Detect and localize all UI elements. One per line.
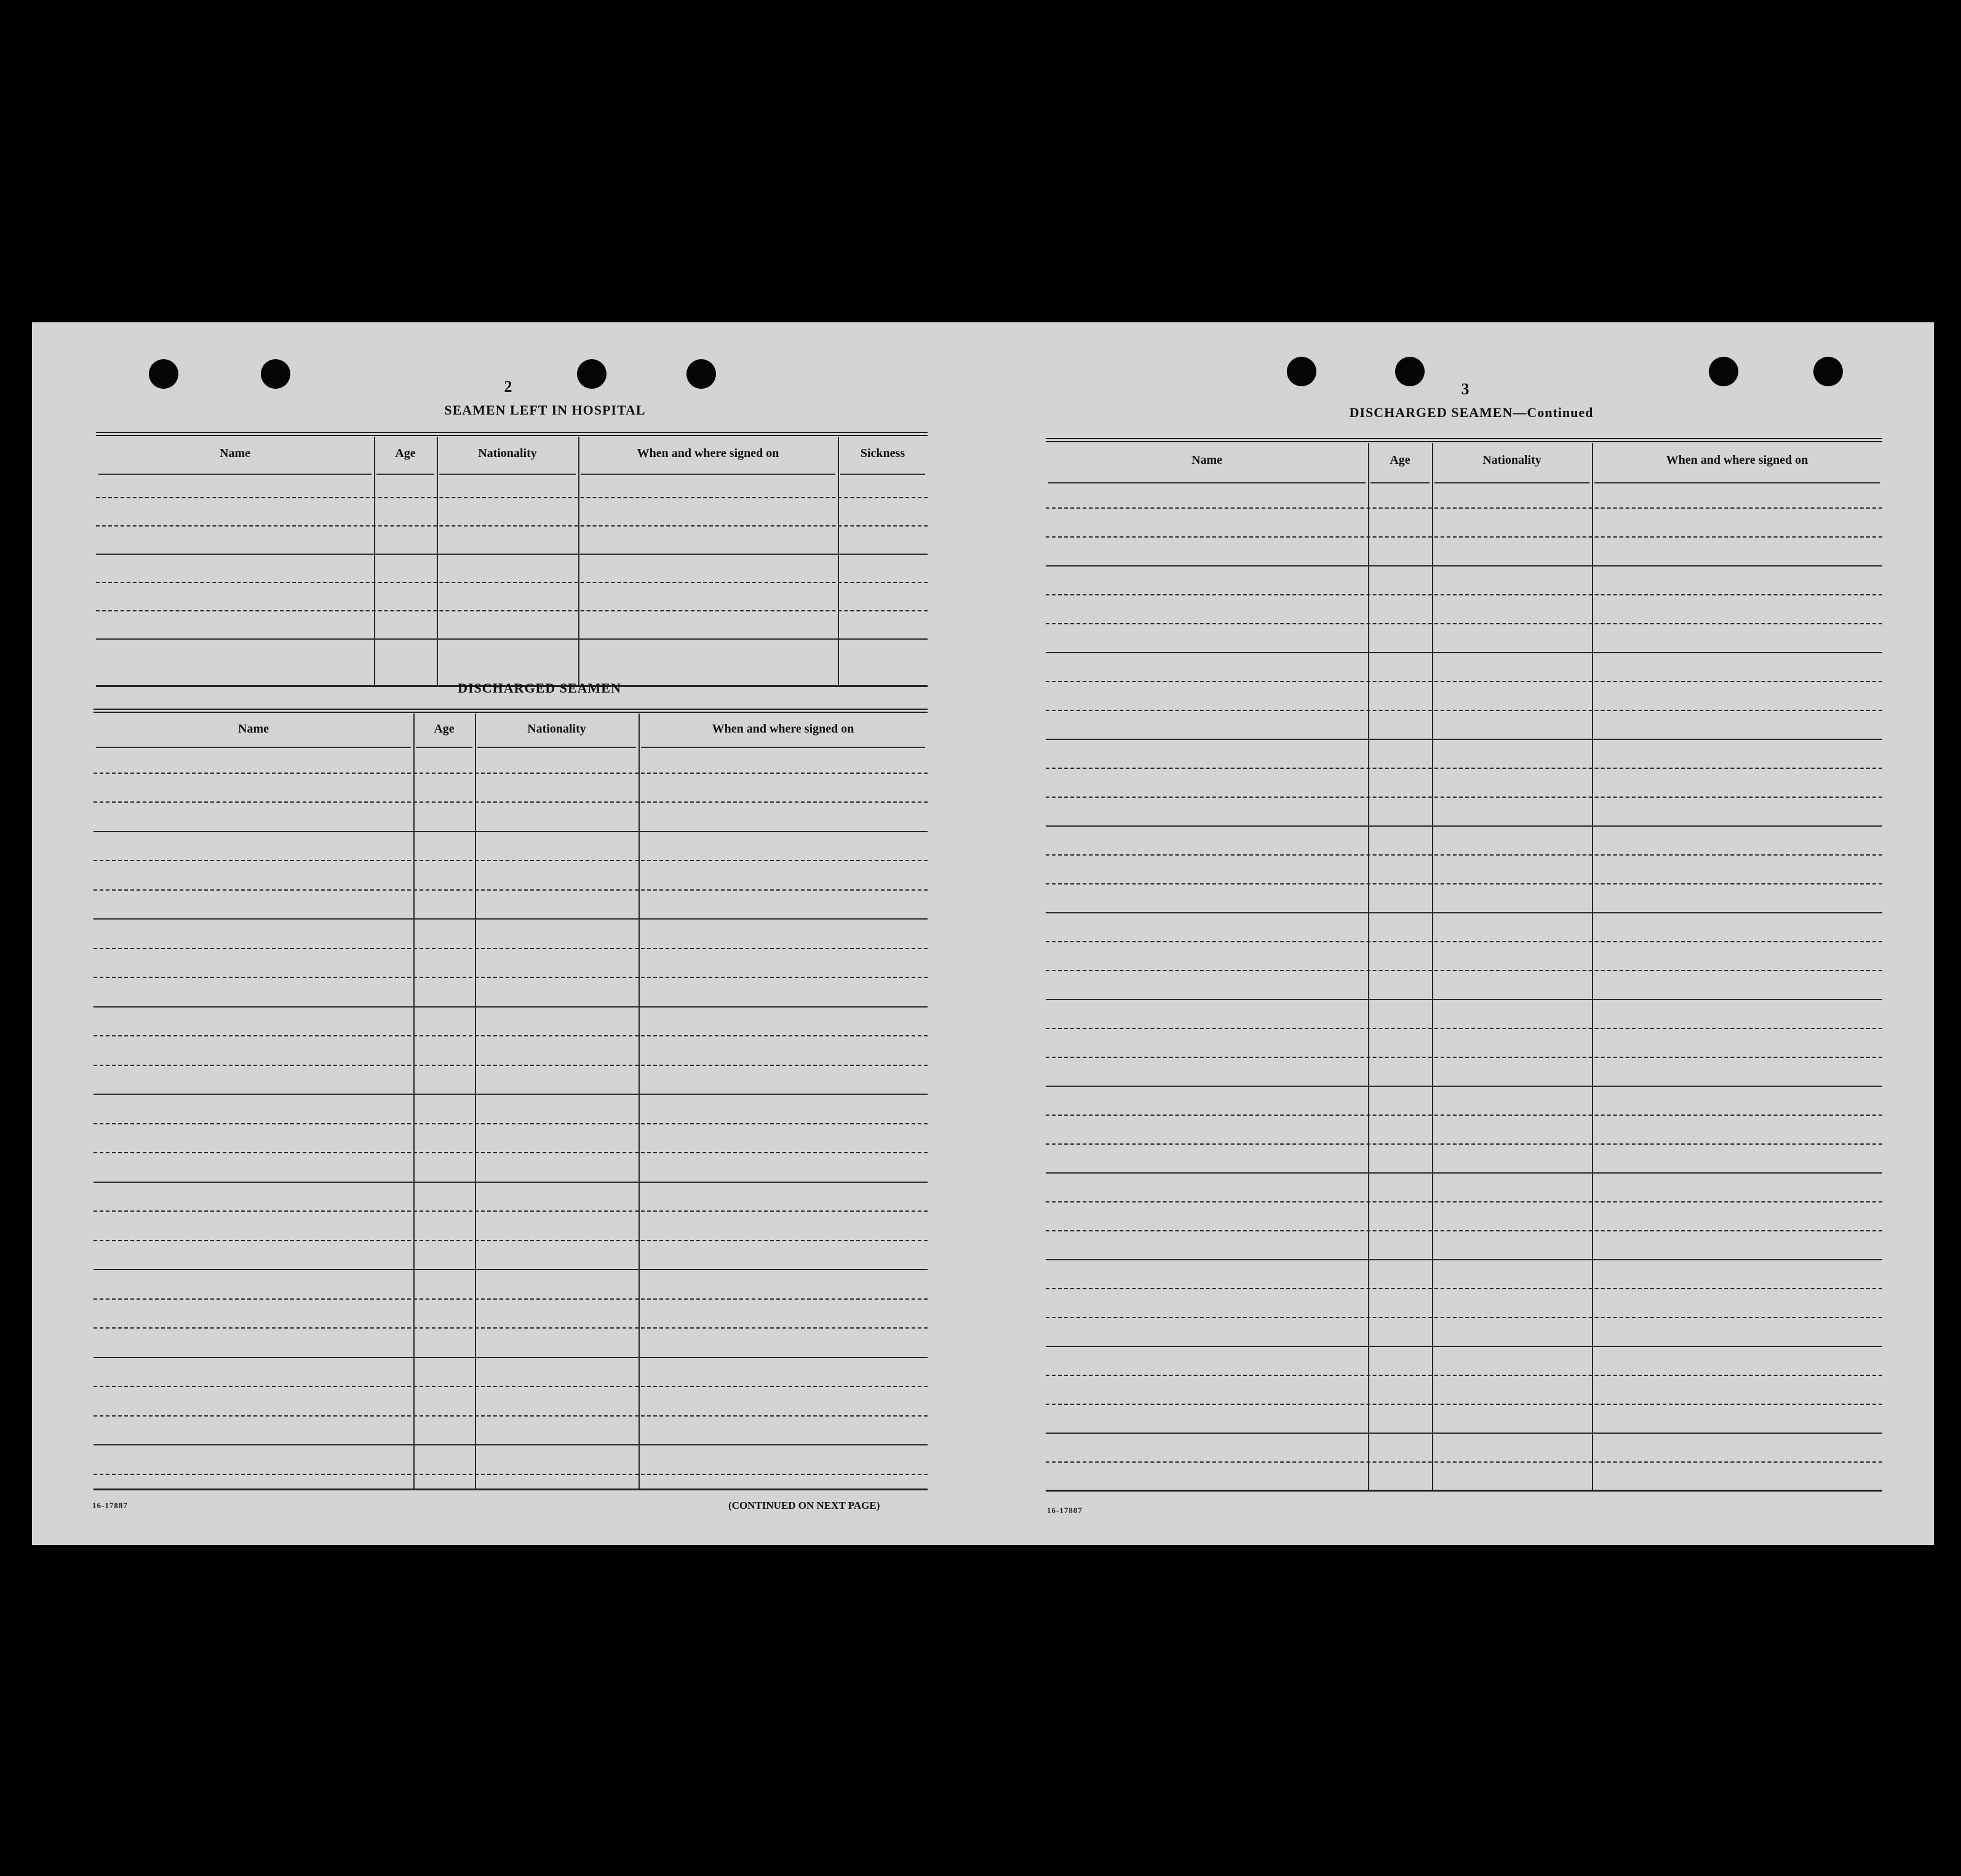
table-row[interactable] — [93, 1269, 928, 1270]
table-row[interactable] — [93, 1182, 928, 1183]
table-row[interactable] — [1046, 912, 1882, 913]
table-top-rule — [96, 432, 928, 436]
table-row[interactable] — [1046, 652, 1882, 653]
table-row[interactable] — [1046, 1143, 1882, 1145]
column-header-age: Age — [1390, 453, 1410, 467]
table-row[interactable] — [1046, 623, 1882, 624]
table-row[interactable] — [1046, 970, 1882, 971]
table-row[interactable] — [1046, 1288, 1882, 1289]
discharged-section-title: DISCHARGED SEAMEN — [458, 680, 621, 696]
table-row[interactable] — [1046, 565, 1882, 566]
table-row[interactable] — [1046, 1201, 1882, 1202]
table-row[interactable] — [1046, 768, 1882, 769]
table-row[interactable] — [1046, 854, 1882, 856]
column-divider — [1432, 443, 1433, 1491]
column-header-name: Name — [1191, 453, 1222, 467]
discharged-continued-table — [1046, 438, 1882, 1491]
column-divider — [475, 713, 476, 1490]
continued-section-title: DISCHARGED SEAMEN—Continued — [1349, 405, 1594, 420]
header-underline — [1370, 482, 1430, 483]
table-row[interactable] — [96, 582, 928, 583]
table-row[interactable] — [93, 1474, 928, 1475]
punch-hole — [577, 359, 607, 389]
table-row[interactable] — [1046, 1433, 1882, 1434]
column-header-nationality: Nationality — [527, 722, 586, 736]
page-number-left: 2 — [504, 378, 512, 395]
table-row[interactable] — [93, 977, 928, 978]
table-row[interactable] — [1046, 1317, 1882, 1318]
column-divider — [437, 437, 438, 686]
table-row[interactable] — [93, 1415, 928, 1417]
column-divider — [1592, 443, 1593, 1491]
table-row[interactable] — [93, 948, 928, 949]
column-divider — [838, 437, 839, 686]
header-underline — [1594, 482, 1880, 483]
table-row[interactable] — [1046, 739, 1882, 740]
header-underline — [439, 474, 576, 475]
table-row[interactable] — [1046, 941, 1882, 942]
header-underline — [1434, 482, 1589, 483]
table-row[interactable] — [93, 1210, 928, 1212]
column-header-name: Name — [220, 447, 250, 460]
document-sheet — [32, 322, 1934, 1545]
punch-hole — [686, 359, 716, 389]
header-underline — [840, 474, 925, 475]
column-divider — [413, 713, 415, 1490]
column-divider — [638, 713, 640, 1490]
table-bottom-rule — [1046, 1490, 1882, 1492]
table-row[interactable] — [1046, 999, 1882, 1000]
table-row[interactable] — [93, 1240, 928, 1241]
punch-hole — [1287, 357, 1316, 386]
table-row[interactable] — [1046, 1057, 1882, 1058]
form-number-left: 16-17887 — [92, 1501, 128, 1510]
column-header-nationality: Nationality — [1482, 453, 1541, 467]
table-row[interactable] — [93, 1035, 928, 1036]
header-underline — [96, 747, 411, 748]
punch-hole — [149, 359, 178, 389]
table-row[interactable] — [93, 1152, 928, 1153]
column-divider — [374, 437, 375, 686]
header-underline — [376, 474, 434, 475]
table-row[interactable] — [96, 610, 928, 611]
table-row[interactable] — [1046, 507, 1882, 509]
table-row[interactable] — [96, 638, 928, 640]
table-row[interactable] — [93, 1327, 928, 1329]
table-row[interactable] — [1046, 1028, 1882, 1029]
punch-hole — [1709, 357, 1738, 386]
header-underline — [581, 474, 835, 475]
continued-note: (CONTINUED ON NEXT PAGE) — [728, 1500, 880, 1511]
table-row[interactable] — [93, 860, 928, 861]
table-row[interactable] — [93, 1298, 928, 1300]
header-underline — [416, 747, 472, 748]
hospital-table — [96, 432, 928, 686]
punch-hole — [261, 359, 290, 389]
discharged-table — [93, 709, 928, 1490]
punch-hole — [1813, 357, 1843, 386]
table-row[interactable] — [1046, 1115, 1882, 1116]
column-header-nationality: Nationality — [478, 447, 537, 460]
table-row[interactable] — [1046, 1172, 1882, 1174]
table-row[interactable] — [1046, 1230, 1882, 1231]
table-row[interactable] — [93, 1386, 928, 1387]
table-top-rule — [93, 709, 928, 713]
table-row[interactable] — [1046, 797, 1882, 798]
table-row[interactable] — [1046, 1259, 1882, 1260]
table-row[interactable] — [1046, 1404, 1882, 1405]
header-underline — [641, 747, 925, 748]
table-row[interactable] — [93, 1357, 928, 1358]
column-header-name: Name — [238, 722, 269, 736]
table-row[interactable] — [93, 1444, 928, 1445]
header-underline — [1048, 482, 1366, 483]
hospital-section-title: SEAMEN LEFT IN HOSPITAL — [444, 402, 646, 418]
table-row[interactable] — [93, 1006, 928, 1008]
table-row[interactable] — [93, 918, 928, 920]
table-row[interactable] — [1046, 594, 1882, 595]
header-underline — [477, 747, 636, 748]
table-bottom-rule — [93, 1488, 928, 1490]
column-header-when-and-where-signed-on: When and where signed on — [712, 722, 854, 736]
table-row[interactable] — [1046, 710, 1882, 711]
table-row[interactable] — [93, 773, 928, 774]
form-number-right: 16-17887 — [1047, 1506, 1083, 1515]
column-header-age: Age — [395, 447, 416, 460]
table-row[interactable] — [1046, 1346, 1882, 1347]
table-row[interactable] — [1046, 536, 1882, 538]
table-top-rule — [1046, 438, 1882, 442]
table-row[interactable] — [93, 801, 928, 803]
column-header-when-and-where-signed-on: When and where signed on — [637, 447, 779, 460]
table-row[interactable] — [96, 525, 928, 527]
column-divider — [578, 437, 579, 686]
table-row[interactable] — [93, 831, 928, 832]
header-underline — [98, 474, 372, 475]
column-header-age: Age — [434, 722, 455, 736]
page-number-right: 3 — [1461, 380, 1470, 398]
table-row[interactable] — [1046, 883, 1882, 884]
table-row[interactable] — [1046, 825, 1882, 827]
table-row[interactable] — [1046, 1086, 1882, 1087]
table-row[interactable] — [93, 1065, 928, 1066]
table-row[interactable] — [93, 1094, 928, 1095]
table-row[interactable] — [1046, 1461, 1882, 1463]
table-row[interactable] — [1046, 1375, 1882, 1376]
column-divider — [1368, 443, 1369, 1491]
table-row[interactable] — [96, 554, 928, 555]
punch-hole — [1395, 357, 1425, 386]
column-header-when-and-where-signed-on: When and where signed on — [1666, 453, 1808, 467]
table-row[interactable] — [93, 889, 928, 891]
column-header-sickness: Sickness — [860, 447, 905, 460]
table-row[interactable] — [1046, 681, 1882, 682]
table-row[interactable] — [93, 1123, 928, 1124]
table-row[interactable] — [96, 497, 928, 498]
